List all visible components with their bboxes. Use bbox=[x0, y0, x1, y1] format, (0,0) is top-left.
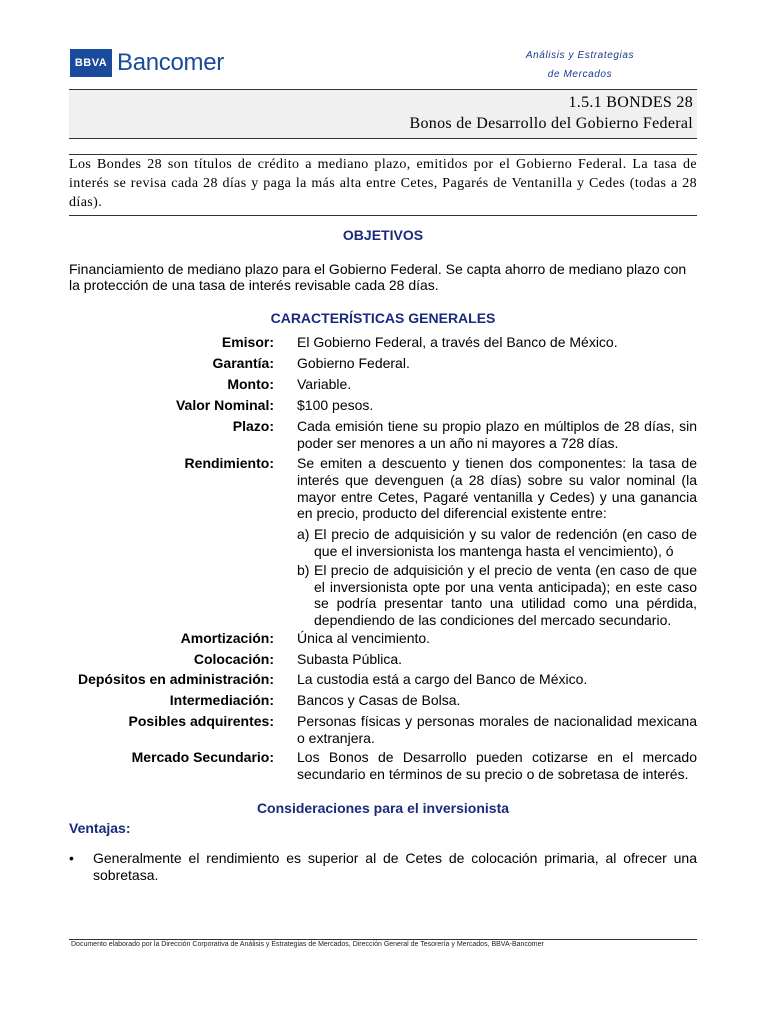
char-value: Personas físicas y personas morales de nacionalidad mexicana o extranjera. bbox=[297, 713, 697, 746]
department-label bbox=[510, 46, 650, 84]
char-label: Plazo: bbox=[232, 418, 274, 434]
bullet-marker: • bbox=[69, 850, 74, 866]
char-value: $100 pesos. bbox=[297, 397, 374, 413]
char-label: Rendimiento: bbox=[184, 455, 274, 471]
ventaja-text: Generalmente el rendimiento es superior al de Cetes de colocación primaria, al ofrecer una sobretasa. bbox=[93, 850, 697, 883]
caracteristicas-heading: CARACTERÍSTICAS GENERALES bbox=[270, 310, 496, 326]
char-value: Única al vencimiento. bbox=[297, 630, 431, 646]
char-value: La custodia está a cargo del Banco de México. bbox=[297, 671, 588, 687]
sub-text: El precio de adquisición y su valor de redención (en caso de que el inversionista los mantenga hasta el vencimiento), ó bbox=[314, 526, 697, 559]
char-label: Monto: bbox=[227, 376, 274, 392]
sub-text: El precio de adquisición y el precio de venta (en caso de que el inversionista opte por una venta anticipada); en este caso se podría presentar tanto una utilidad como una pérdida, dependiendo de las condiciones del mercado secundario. bbox=[314, 561, 697, 629]
ventajas-label: Ventajas: bbox=[69, 820, 131, 836]
char-label: Valor Nominal: bbox=[175, 397, 274, 413]
char-value: Cada emisión tiene su propio plazo en múltiplos de 28 días, sin poder ser menores a un año ni mayores a 728 días. bbox=[297, 418, 697, 451]
char-value: Variable. bbox=[297, 376, 352, 392]
rendimiento-sub-a bbox=[297, 526, 697, 560]
char-label: Intermediación: bbox=[169, 692, 274, 708]
dept-line-2: de Mercados bbox=[547, 69, 613, 80]
dept-line-1: Análisis y Estrategias bbox=[525, 50, 635, 61]
doc-title-number: 1.5.1 BONDES 28 bbox=[568, 94, 693, 111]
footer-divider bbox=[69, 939, 697, 940]
char-label: Emisor: bbox=[221, 334, 274, 350]
objetivos-text: Financiamiento de mediano plazo para el Gobierno Federal. Se capta ahorro de mediano plazo con la protección de una tasa de interés revisable cada 28 días. bbox=[69, 261, 687, 293]
char-value: Bancos y Casas de Bolsa. bbox=[297, 692, 461, 708]
char-label: Mercado Secundario: bbox=[131, 749, 274, 765]
ventaja-item bbox=[69, 850, 697, 883]
char-label: Depósitos en administración: bbox=[77, 671, 274, 687]
char-label: Garantía: bbox=[212, 355, 274, 371]
objetivos-heading: OBJETIVOS bbox=[342, 227, 424, 243]
sub-marker: a) bbox=[297, 526, 310, 543]
logo-box: BBVA bbox=[70, 49, 112, 77]
char-value-group bbox=[297, 455, 697, 629]
intro-paragraph: Los Bondes 28 son títulos de crédito a mediano plazo, emitidos por el Gobierno Federal. La tasa de interés se revisa cada 28 días y paga la más alta entre Cetes, Pagarés de Ventanilla y Cedes (todas a 28 días). bbox=[69, 154, 697, 216]
title-box bbox=[69, 89, 697, 139]
char-value: Los Bonos de Desarrollo pueden cotizarse en el mercado secundario en términos de su precio o de sobretasa de interés. bbox=[297, 749, 697, 782]
sub-marker: b) bbox=[297, 561, 310, 578]
bbva-bancomer-logo bbox=[70, 45, 224, 81]
char-value: Subasta Pública. bbox=[297, 651, 403, 667]
char-value: El Gobierno Federal, a través del Banco de México. bbox=[297, 334, 618, 350]
rendimiento-sub-b bbox=[297, 562, 697, 629]
consideraciones-heading: Consideraciones para el inversionista bbox=[256, 800, 510, 816]
char-value: Se emiten a descuento y tienen dos componentes: la tasa de interés que devenguen (a 28 días) sobre su valor nominal (la mayor entre Cetes, Pagaré ventanilla y Cedes) y una ganancia en precio, producto del diferencial existente entre: bbox=[297, 455, 697, 522]
char-label: Posibles adquirentes: bbox=[128, 713, 274, 729]
char-value: Gobierno Federal. bbox=[297, 355, 410, 371]
char-label: Amortización: bbox=[180, 630, 274, 646]
footer-note: Documento elaborado por la Dirección Corporativa de Análisis y Estrategias de Mercados, Dirección General de Tesorería y Mercados, BBVA-Bancomer bbox=[71, 941, 544, 948]
doc-title-name: Bonos de Desarrollo del Gobierno Federal bbox=[409, 115, 693, 132]
char-label: Colocación: bbox=[193, 651, 274, 667]
logo-text: Bancomer bbox=[117, 49, 224, 76]
